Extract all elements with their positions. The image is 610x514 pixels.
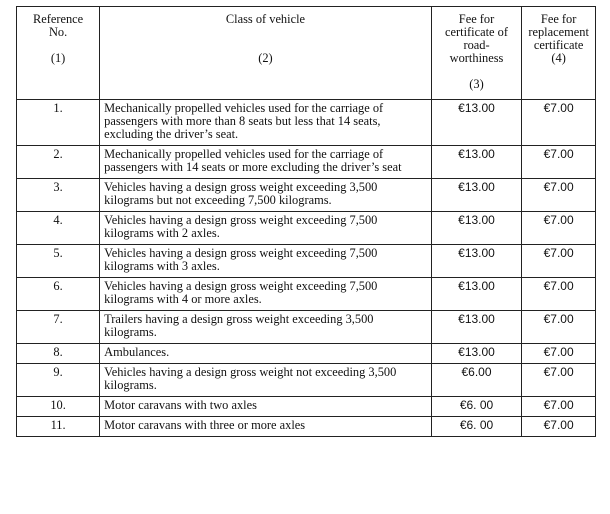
header-class-number: (2) xyxy=(258,51,273,65)
vehicle-class-cell: Motor caravans with three or more axles xyxy=(100,417,432,437)
replacement-fee-cell: €7.00 xyxy=(522,364,596,397)
header-rep-number: (4) xyxy=(551,51,566,65)
table-row xyxy=(17,245,596,278)
certificate-fee-cell: €13.00 xyxy=(431,100,522,146)
vehicle-class-cell: Mechanically propelled vehicles used for the carriage of passengers with 14 seats or more excluding the driver’s seat xyxy=(100,146,432,179)
reference-cell: 6. xyxy=(17,278,100,311)
reference-cell: 3. xyxy=(17,179,100,212)
replacement-fee-cell: €7.00 xyxy=(522,344,596,364)
header-ref-line: Reference xyxy=(32,12,84,26)
reference-cell: 11. xyxy=(17,417,100,437)
replacement-fee-cell: €7.00 xyxy=(522,245,596,278)
reference-cell: 10. xyxy=(17,397,100,417)
certificate-fee-cell: €6.00 xyxy=(431,364,522,397)
table-row xyxy=(17,417,596,437)
certificate-fee-cell: €13.00 xyxy=(431,278,522,311)
header-fee-replacement xyxy=(522,7,596,100)
replacement-fee-cell: €7.00 xyxy=(522,146,596,179)
vehicle-class-cell: Ambulances. xyxy=(100,344,432,364)
table-row xyxy=(17,278,596,311)
header-rep-line: Fee for xyxy=(540,12,577,26)
table-row xyxy=(17,364,596,397)
vehicle-class-cell: Vehicles having a design gross weight exceeding 3,500 kilograms but not exceeding 7,500 kilograms. xyxy=(100,179,432,212)
certificate-fee-cell: €6. 00 xyxy=(431,397,522,417)
header-fee-certificate xyxy=(431,7,522,100)
reference-cell: 2. xyxy=(17,146,100,179)
certificate-fee-cell: €13.00 xyxy=(431,179,522,212)
table-row xyxy=(17,179,596,212)
certificate-fee-cell: €13.00 xyxy=(431,344,522,364)
header-fee-line: worthiness xyxy=(449,51,504,65)
header-fee-line: certificate of xyxy=(445,25,508,39)
reference-cell: 1. xyxy=(17,100,100,146)
certificate-fee-cell: €13.00 xyxy=(431,311,522,344)
vehicle-class-cell: Motor caravans with two axles xyxy=(100,397,432,417)
table-row xyxy=(17,344,596,364)
table-header-row xyxy=(17,7,596,100)
reference-cell: 9. xyxy=(17,364,100,397)
header-fee-number: (3) xyxy=(469,77,484,91)
table-row xyxy=(17,311,596,344)
reference-cell: 7. xyxy=(17,311,100,344)
replacement-fee-cell: €7.00 xyxy=(522,397,596,417)
certificate-fee-cell: €13.00 xyxy=(431,212,522,245)
table-row xyxy=(17,212,596,245)
header-fee-line: road- xyxy=(463,38,490,52)
replacement-fee-cell: €7.00 xyxy=(522,417,596,437)
replacement-fee-cell: €7.00 xyxy=(522,212,596,245)
vehicle-class-cell: Vehicles having a design gross weight exceeding 7,500 kilograms with 4 or more axles. xyxy=(100,278,432,311)
table-row xyxy=(17,100,596,146)
vehicle-class-cell: Vehicles having a design gross weight exceeding 7,500 kilograms with 3 axles. xyxy=(100,245,432,278)
reference-cell: 4. xyxy=(17,212,100,245)
header-ref-number: (1) xyxy=(50,51,66,65)
certificate-fee-cell: €13.00 xyxy=(431,146,522,179)
vehicle-class-cell: Mechanically propelled vehicles used for the carriage of passengers with more than 8 seats but less that 14 seats, excluding the driver’s seat. xyxy=(100,100,432,146)
header-rep-line: replacement xyxy=(528,25,589,39)
header-class-title: Class of vehicle xyxy=(225,12,306,26)
vehicle-class-cell: Vehicles having a design gross weight not exceeding 3,500 kilograms. xyxy=(100,364,432,397)
header-reference-no xyxy=(17,7,100,100)
header-rep-line: certificate xyxy=(533,38,584,52)
replacement-fee-cell: €7.00 xyxy=(522,100,596,146)
vehicle-class-cell: Vehicles having a design gross weight exceeding 7,500 kilograms with 2 axles. xyxy=(100,212,432,245)
certificate-fee-cell: €13.00 xyxy=(431,245,522,278)
reference-cell: 5. xyxy=(17,245,100,278)
header-class-of-vehicle xyxy=(100,7,432,100)
replacement-fee-cell: €7.00 xyxy=(522,311,596,344)
header-ref-line: No. xyxy=(48,25,68,39)
table-row xyxy=(17,146,596,179)
replacement-fee-cell: €7.00 xyxy=(522,179,596,212)
table-row xyxy=(17,397,596,417)
vehicle-class-cell: Trailers having a design gross weight exceeding 3,500 kilograms. xyxy=(100,311,432,344)
fees-table xyxy=(16,6,596,437)
certificate-fee-cell: €6. 00 xyxy=(431,417,522,437)
reference-cell: 8. xyxy=(17,344,100,364)
header-fee-line: Fee for xyxy=(458,12,495,26)
replacement-fee-cell: €7.00 xyxy=(522,278,596,311)
